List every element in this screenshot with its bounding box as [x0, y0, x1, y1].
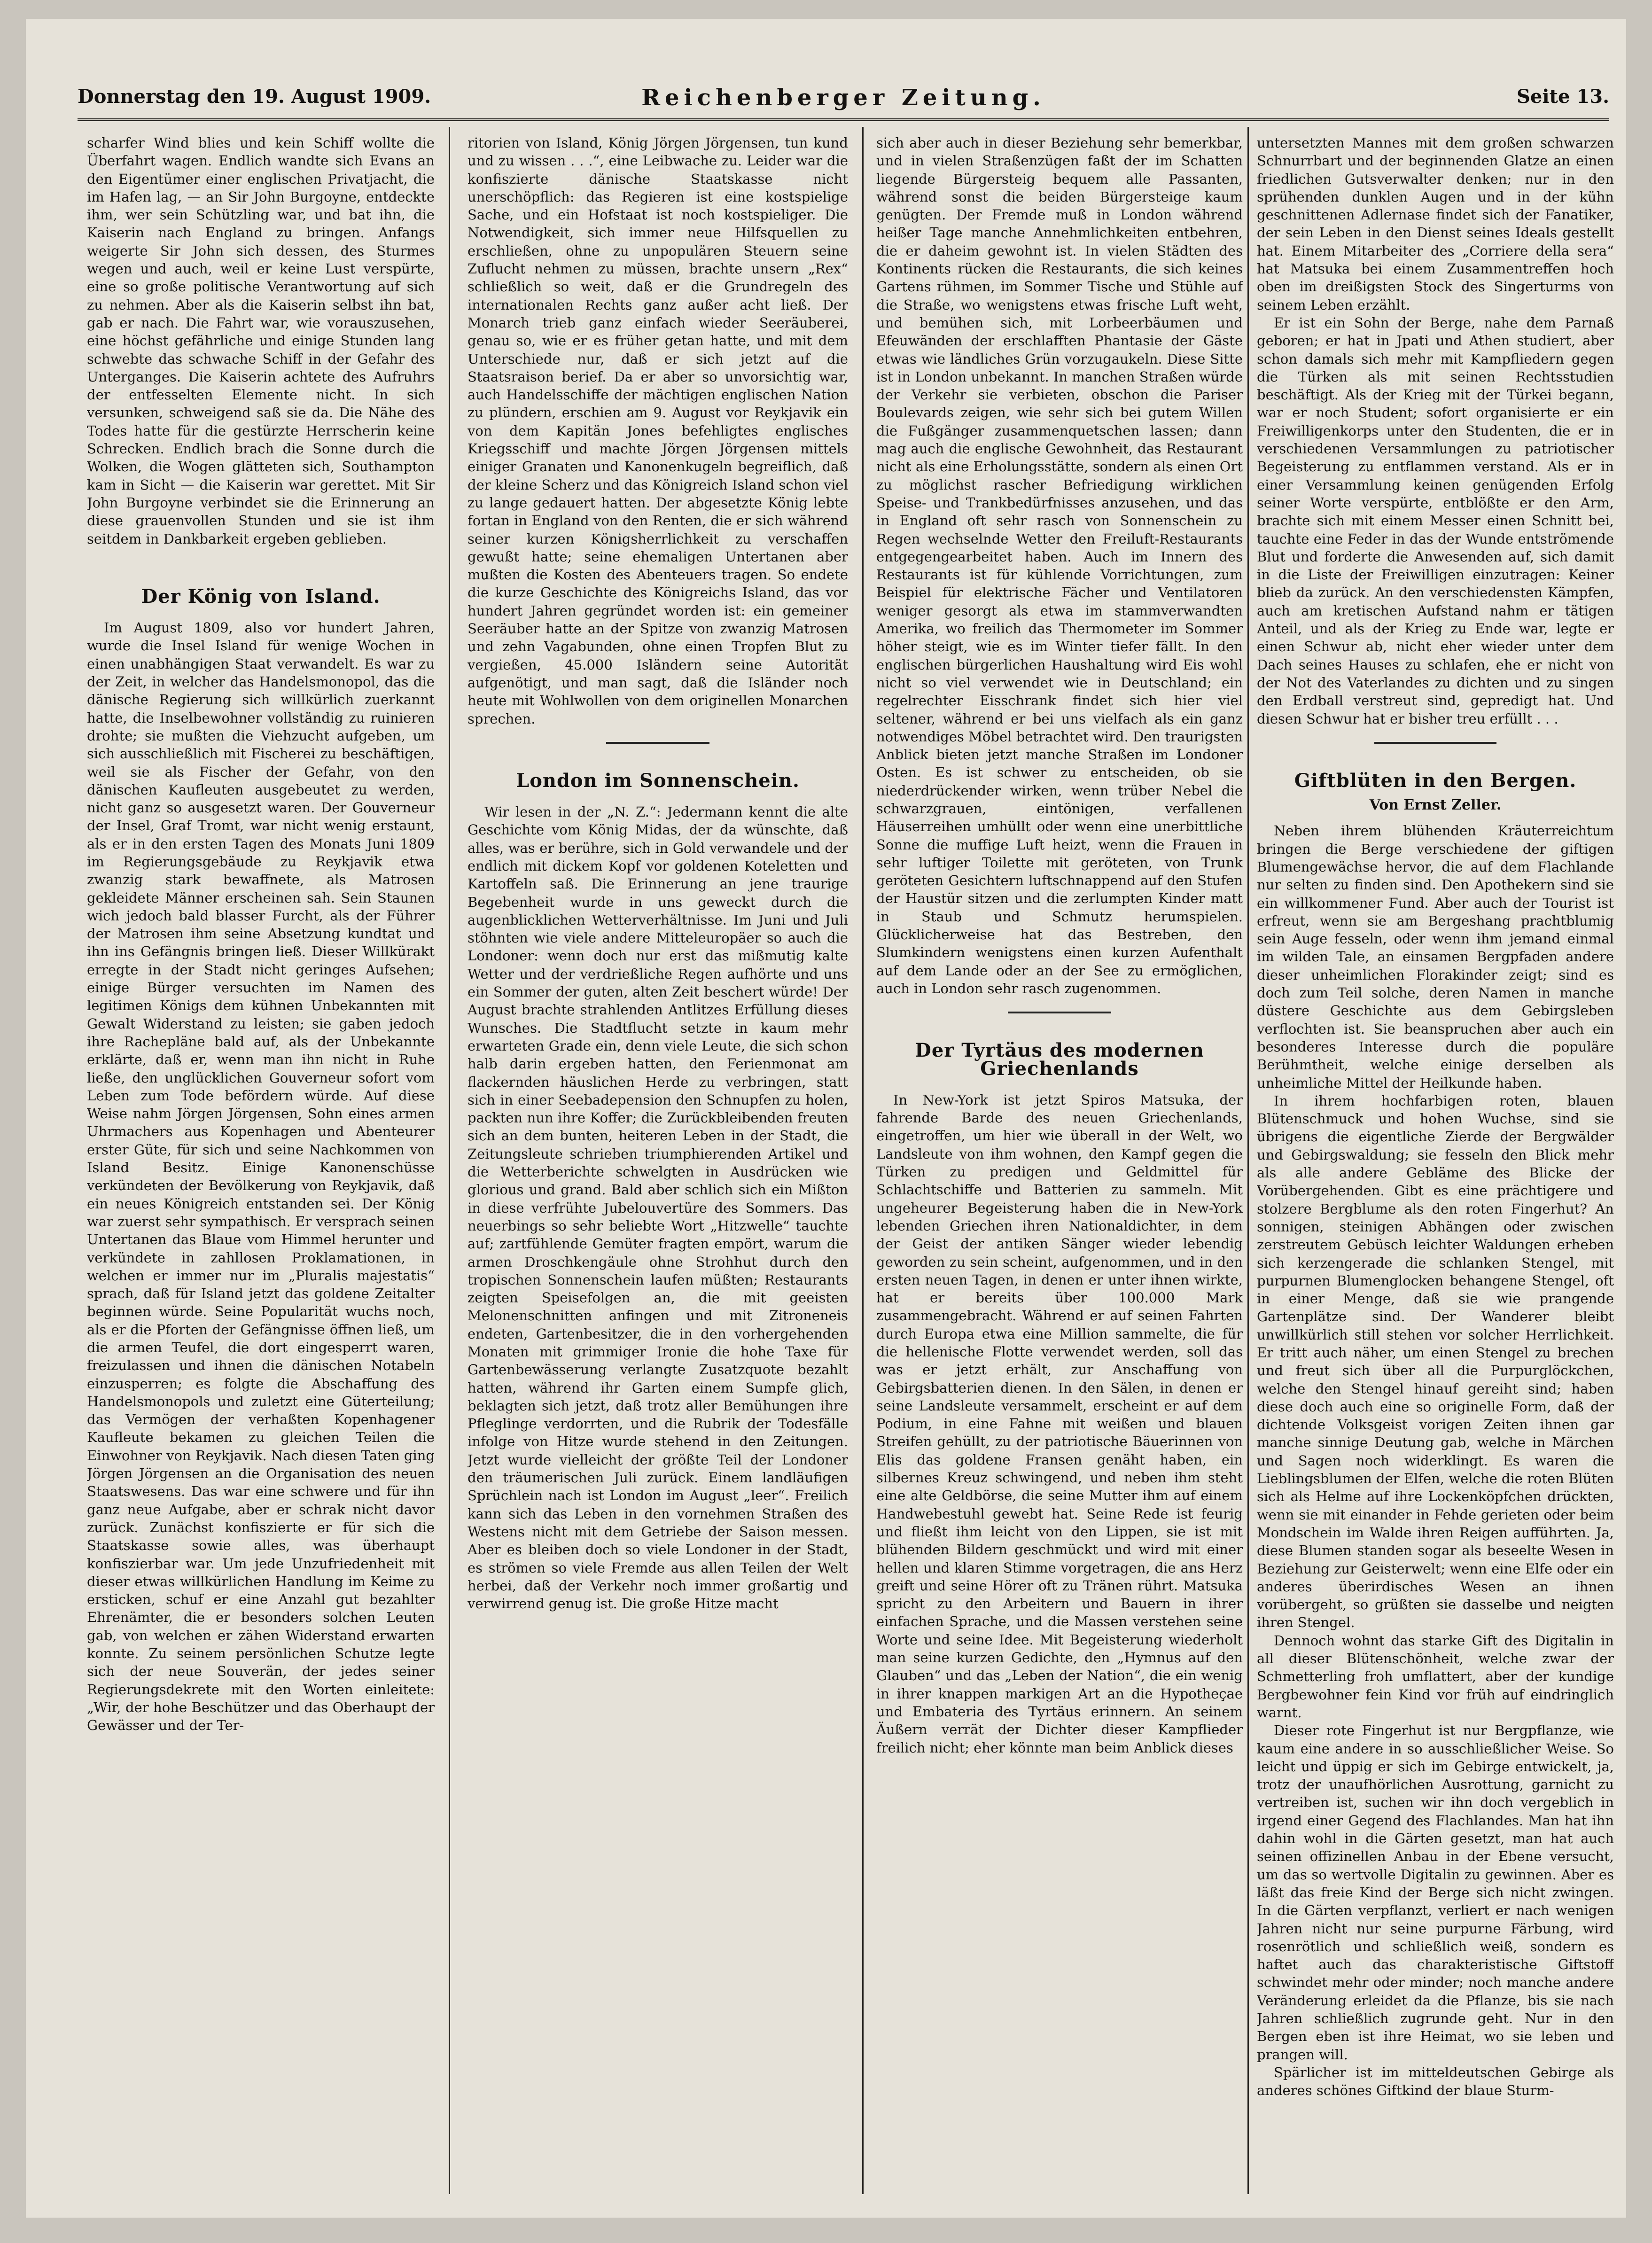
- article-text: untersetzten Mannes mit dem großen schwarzen Schnurrbart und der beginnenden Glatze an einen friedlichen Gutsverwalter denken; nur in den sprühenden dunklen Augen und in der kühn geschnittenen Adlernase findet sich der Fanatiker, der sein Leben in den Dienst seines Ideals gestellt hat. Einem Mitarbeiter des „Corriere della sera“ hat Matsuka bei einem Zusammentreffen hoch oben im dreißigsten Stock des Singerturms von seinem Leben erzählt.: [1257, 135, 1614, 313]
- section-divider: [1374, 742, 1496, 744]
- section-divider: [1008, 1012, 1111, 1013]
- masthead: Reichenberger Zeitung.: [641, 85, 1045, 111]
- headline-london: London im Sonnenschein.: [516, 769, 800, 792]
- article-text: Neben ihrem blühenden Kräuterreichtum bringen die Berge verschiedene der giftigen Blumengewächse hervor, die auf dem Flachlande nur selten zu finden sind. Den Apothekern sind sie ein willkommener Fund. Aber auch der Tourist ist erfreut, wenn sie am Bergeshang prachtblumig sein Auge fesseln, oder wenn ihm jemand einmal im wilden Tale, an einsamen Bergpfaden andere dieser unheimlichen Florakinder zeigt; sind es doch zum Teil solche, deren Namen in manche düstere Geschichte aus dem Gebirgsleben verflochten ist. Sie beanspruchen aber auch ein besonderes Interesse durch die populäre Berühmtheit, welche einige derselben als unheimliche Mittel der Heilkunde haben.: [1257, 823, 1614, 1091]
- newspaper-page: [26, 19, 1626, 2218]
- headline-island: Der König von Island.: [141, 585, 381, 607]
- section-divider: [606, 742, 709, 744]
- article-text: In New-York ist jetzt Spiros Matsuka, der fahrende Barde des neuen Griechenlands, eingetroffen, um hier wie überall in der Welt, wo Landsleute von ihm wohnen, den Kampf gegen die Türken zu predigen und Geldmittel für Schlachtschiffe und Batterien zu sammeln. Mit ungeheurer Begeisterung haben die in New-York lebenden Griechen ihren Nationaldichter, in dem der Geist der antiken Sänger wieder lebendig geworden zu sein scheint, aufgenommen, und in den ersten neuen Tagen, in denen er unter ihnen wirkte, hat er bereits über 100.000 Mark zusammengebracht. Während er auf seinen Fahrten durch Europa etwa eine Million sammelte, die für die hellenische Flotte verwendet werden, soll das was er jetzt erhält, zur Anschaffung von Gebirgsbatterien dienen. In den Sälen, in denen er seine Landsleute versammelt, erscheint er auf dem Podium, in eine Fahne mit weißen und blauen Streifen gehüllt, zu der patriotische Bäuerinnen von Elis das goldene Fransen genäht haben, ein silbernes Kreuz schwingend, und neben ihm steht eine alte Geldbörse, die seine Mutter ihm auf einem Handwebestuhl gewebt hat. Seine Rede ist feurig und fließt ihm leicht von den Lippen, sie ist mit blühenden Bildern geschmückt und wird mit einer hellen und klaren Stimme vorgetragen, die ans Herz greift und seine Hörer oft zu Tränen rührt. Matsuka spricht zu den Arbeitern und Bauern in ihrer einfachen Sprache, und die Massen verstehen seine Worte und seine Idee. Mit Begeisterung wiederholt man seine kurzen Gedichte, den „Hymnus auf den Glauben“ und das „Leben der Nation“, die ein wenig in ihrer knappen markigen Art an die Hypotheçae und Embateria des Tyrtäus erinnern. An seinem Äußern verrät der Dichter dieser Kampflieder freilich nicht; eher könnte man beim Anblick dieses: [876, 1091, 1243, 1756]
- column-1: [87, 134, 435, 2178]
- byline: Von Ernst Zeller.: [1369, 797, 1502, 814]
- article-text: sich aber auch in dieser Beziehung sehr bemerkbar, und in vielen Straßenzügen faßt der im Schatten liegende Bürgersteig bequem alle Passanten, während sonst die beiden Bürgersteige kaum genügten. Der Fremde muß in London während heißer Tage manche Annehmlichkeiten entbehren, die er daheim gewohnt ist. In vielen Städten des Kontinents rücken die Restaurants, die sich keines Gartens rühmen, im Sommer Tische und Stühle auf die Straße, wo wenigstens etwas frische Luft weht, und bemühen sich, mit Lorbeerbäumen und Efeuwänden der erschlafften Phantasie der Gäste etwas wie ländliches Grün vorzugaukeln. Diese Sitte ist in London unbekannt. In manchen Straßen würde der Verkehr sie verbieten, obschon die Pariser Boulevards zeigen, wie sehr sich bei gutem Willen die Fußgänger zusammenquetschen lassen; dann mag auch die englische Gewohnheit, das Restaurant nicht als eine Erholungsstätte, sondern als einen Ort zu möglichst rascher Befriedigung wirklichen Speise- und Trankbedürfnisses anzusehen, und das in England oft sehr rasch von Sonnenschein zu Regen wechselnde Wetter den Freiluft-Restaurants entgegengearbeitet haben. Auch im Innern des Restaurants ist für kühlende Vorrichtungen, zum Beispiel für elektrische Fächer und Ventilatoren weniger gesorgt als etwa im stammverwandten Amerika, wo freilich das Thermometer im Sommer höher steigt, wie es im Winter tiefer fällt. In den englischen bürgerlichen Haushaltung wird Eis wohl nicht so viel verwendet wie in Deutschland; ein regelrechter Eisschrank findet sich hier viel seltener, während er bei uns vielfach als ein ganz notwendiges Möbel betrachtet wird. Den traurigsten Anblick bieten jetzt manche Straßen im Londoner Osten. Es ist schwer zu entscheiden, ob sie niederdrückender wirken, wenn trüber Nebel die schwarzgrauen, eintönigen, verfallenen Häuserreihen umhüllt oder wenn eine unerbittliche Sonne die muffige Luft heizt, wenn die Frauen in sehr luftiger Toilette mit geröteten, von Trunk geröteten Gesichtern luftschnappend auf den Stufen der Haustür sitzen und die zerlumpten Kinder matt in Staub und Schmutz herumspielen. Glücklicherweise hat das Bestreben, den Slumkindern wenigstens einen kurzen Aufenthalt auf dem Lande oder an der See zu ermöglichen, auch in London sehr rasch zugenommen.: [876, 135, 1243, 997]
- page-number: Seite 13.: [1517, 86, 1609, 108]
- headline-tyrtaeus: Der Tyrtäus des modernen Griechenlands: [915, 1039, 1204, 1080]
- article-text: Spärlicher ist im mitteldeutschen Gebirge als anderes schönes Giftkind der blaue Sturm-: [1257, 2064, 1614, 2099]
- column-rule: [1247, 127, 1249, 2194]
- article-text: Dennoch wohnt das starke Gift des Digitalin in all dieser Blütenschönheit, welche zwar der Schmetterling froh umflattert, aber der kundige Bergbewohner fein Kind vor früh auf eindringlich warnt.: [1257, 1632, 1614, 1721]
- article-text: Wir lesen in der „N. Z.“: Jedermann kennt die alte Geschichte vom König Midas, der da wünschte, daß alles, was er berühre, sich in Gold verwandele und der endlich mit dickem Kopf vor goldenen Koteletten und Kartoffeln saß. Die Erinnerung an jene traurige Begebenheit wurde in uns geweckt durch die augenblicklichen Wetterverhältnisse. Im Juni und Juli stöhnten wie viele andere Mitteleuropäer so auch die Londoner: wenn doch nur erst das mißmutig kalte Wetter und der verdrießliche Regen aufhörte und uns ein Sommer der guten, alten Zeit beschert würde! Der August brachte strahlenden Antlitzes Erfüllung dieses Wunsches. Die Stadtflucht setzte in kaum mehr erwarteten Grade ein, denn viele Leute, die sich schon halb darin ergeben hatten, den Ferienmonat am flackernden häuslichen Herde zu verbringen, statt sich in einer Seebadepension den Schnupfen zu holen, packten nun ihre Koffer; die Zurückbleibenden freuten sich an dem bunten, heiteren Leben in der Stadt, die Zeitungsleute schrieben triumphierenden Artikel und die Wetterberichte schwelgten in Ausdrücken wie glorious und grand. Bald aber schlich sich ein Mißton in diese verfrühte Jubelouvertüre des Sommers. Das neuerbings so sehr beliebte Wort „Hitzwelle“ tauchte auf; zartfühlende Gemüter fragten empört, warum die armen Droschkengäule ohne Strohhut durch den tropischen Sonnenschein laufen müßten; Restaurants zeigten Speisefolgen an, die mit geeisten Melonenschnitten anfingen und mit Zitroneneis endeten, Gartenbesitzer, die in den vorhergehenden Monaten mit grimmiger Ironie die hohe Taxe für Gartenbewässerung verlangte Zusatzquote bezahlt hatten, während ihr Garten einem Sumpfe glich, beklagten sich jetzt, daß trotz aller Bemühungen ihre Pfleglinge verdorrten, und die Rubrik der Todesfälle infolge von Hitze wurde stehend in den Zeitungen. Jetzt wurde vielleicht der größte Teil der Londoner den träumerischen Juli zurück. Einem landläufigen Sprüchlein nach ist London im August „leer“. Freilich kann sich das Leben in den vornehmen Straßen des Westens nicht mit dem Getriebe der Saison messen. Aber es bleiben doch so viele Londoner in der Stadt, es strömen so viele Fremde aus allen Teilen der Welt herbei, daß der Verkehr noch immer großartig und verwirrend genug ist. Die große Hitze macht: [468, 804, 848, 1612]
- article-text: ritorien von Island, König Jörgen Jörgensen, tun kund und zu wissen . . .“, eine Leibwache zu. Leider war die konfiszierte dänische Staatskasse nicht unerschöpflich: das Regieren ist eine kostspielige Sache, und ein Hofstaat ist noch kostspieliger. Die Notwendigkeit, sich immer neue Hilfsquellen zu erschließen, ohne zu unpopulären Steuern seine Zuflucht nehmen zu müssen, brachte unsern „Rex“ schließlich so weit, daß er die Grundregeln des internationalen Rechts ganz außer acht ließ. Der Monarch trieb ganz einfach wieder Seeräuberei, genau so, wie er es früher getan hatte, und mit dem Unterschiede nur, daß er sich jetzt auf die Staatsraison berief. Da er aber so unvorsichtig war, auch Handelsschiffe der mächtigen englischen Nation zu plündern, erschien am 9. August vor Reykjavik ein von dem Kapitän Jones befehligtes englisches Kriegsschiff und machte Jörgen Jörgensen mittels einiger Granaten und Kanonenkugeln begreiflich, daß der kleine Scherz und das Königreich Island schon viel zu lange gedauert hatten. Der abgesetzte König lebte fortan in England von den Renten, die er sich während seiner kurzen Königsherrlichkeit zu verschaffen gewußt hatte; seine ehemaligen Untertanen aber mußten die Kosten des Abenteuers tragen. So endete die kurze Geschichte des Königreichs Island, das vor hundert Jahren gegründet worden ist: ein gemeiner Seeräuber hatte an der Spitze von zwanzig Matrosen und zehn Vagabunden, ohne einen Tropfen Blut zu vergießen, 45.000 Isländern seine Autorität aufgenötigt, und man sagt, daß die Isländer noch heute mit Wohlwollen von dem originellen Monarchen sprechen.: [468, 135, 848, 727]
- issue-date: Donnerstag den 19. August 1909.: [78, 86, 431, 108]
- column-3: [876, 134, 1243, 2178]
- page-header: [78, 81, 1609, 121]
- column-2: [468, 134, 848, 2178]
- column-4: [1257, 134, 1614, 2178]
- article-text: scharfer Wind blies und kein Schiff wollte die Überfahrt wagen. Endlich wandte sich Evans an den Eigentümer einer englischen Privatjacht, die im Hafen lag, — an Sir John Burgoyne, entdeckte ihm, wer sein Schützling war, und bat ihn, die Kaiserin nach England zu bringen. Anfangs weigerte Sir John sich dessen, des Sturmes wegen und auch, weil er keine Lust verspürte, eine so große politische Verantwortung auf sich zu nehmen. Aber als die Kaiserin selbst ihn bat, gab er nach. Die Fahrt war, wie vorauszusehen, eine höchst gefährliche und einige Stunden lang schwebte das schwache Schiff in der Gefahr des Unterganges. Die Kaiserin achtete des Aufruhrs der entfesselten Elemente nicht. In sich versunken, schweigend saß sie da. Die Nähe des Todes hatte für die gestürzte Herrscherin keine Schrecken. Endlich brach die Sonne durch die Wolken, die Wogen glätteten sich, Southampton kam in Sicht — die Kaiserin war gerettet. Mit Sir John Burgoyne verbindet sie die Erinnerung an diese grauenvollen Stunden und sie ist ihm seitdem in Dankbarkeit ergeben geblieben.: [87, 135, 435, 547]
- article-text: In ihrem hochfarbigen roten, blauen Blütenschmuck und hohen Wuchse, sind sie übrigens die eigentliche Zierde der Bergwälder und Gebirgswaldung; sie fesseln den Blick mehr als alle andere Gebläme des Blicke der Vorübergehenden. Gibt es eine prächtigere und stolzere Bergblume als den roten Fingerhut? An sonnigen, steinigen Abhängen oder zwischen zerstreutem Gebüsch leichter Waldungen erheben sich kerzengerade die schlanken Stengel, mit purpurnen Blumenglocken behangene Stengel, oft in einer Menge, daß sie wie prangende Gartenplätze sind. Der Wanderer bleibt unwillkürlich still stehen vor solcher Herrlichkeit. Er tritt auch näher, um einen Stengel zu brechen und freut sich über all die Purpurglöckchen, welche den Stengel hinauf gereiht sind; haben diese doch auch eine so originelle Form, daß der dichtende Volksgeist vorigen Zeiten ihnen gar manche sinnige Deutung gab, welche in Märchen und Sagen noch widerklingt. Es waren die Lieblingsblumen der Elfen, welche die roten Blüten sich als Helme auf ihre Lockenköpfchen drückten, wenn sie mit einander in Fehde gerieten oder beim Mondschein im Walde ihren Reigen aufführten. Ja, diese Blumen standen sogar als beseelte Wesen in Beziehung zur Geisterwelt; wenn eine Elfe oder ein anderes überirdisches Wesen an ihnen vorübergeht, so grüßten sie dasselbe und neigten ihren Stengel.: [1257, 1092, 1614, 1631]
- headline-giftblueten: Giftblüten in den Bergen.: [1294, 769, 1577, 792]
- column-rule: [449, 127, 450, 2194]
- column-rule: [862, 127, 864, 2194]
- article-text: Im August 1809, also vor hundert Jahren, wurde die Insel Island für wenige Wochen in einen unabhängigen Staat verwandelt. Es war zu der Zeit, in welcher das Handelsmonopol, das die dänische Regierung sich willkürlich zuerkannt hatte, die Inselbewohner vollständig zu ruinieren drohte; sie mußten die Viehzucht aufgeben, um sich ausschließlich mit Fischerei zu beschäftigen, weil sie als Fischer der Gefahr, von den dänischen Kaufleuten ausgebeutet zu werden, nicht ganz so ausgesetzt waren. Der Gouverneur der Insel, Graf Tromt, war nicht wenig erstaunt, als er in den ersten Tagen des Monats Juni 1809 im Regierungsgebäude zu Reykjavik etwa zwanzig stark bewaffnete, als Matrosen gekleidete Männer erscheinen sah. Sein Staunen wich jedoch bald blasser Furcht, als der Führer der Matrosen ihm seine Absetzung kundtat und ihn ins Gefängnis bringen ließ. Dieser Willkürakt erregte in der Stadt nicht geringes Aufsehen; einige Bürger versuchten im Namen des legitimen Königs dem kühnen Unbekannten mit Gewalt Widerstand zu leisten; sie gaben jedoch ihre Rachepläne bald auf, als der Unbekannte erklärte, daß er, wenn man ihn nicht in Ruhe ließe, den unglücklichen Gouverneur sofort vom Leben zum Tode befördern würde. Auf diese Weise nahm Jörgen Jörgensen, Sohn eines armen Uhrmachers aus Kopenhagen und Abenteurer erster Güte, für sich und seine Nachkommen von Island Besitz. Einige Kanonenschüsse verkündeten der Bevölkerung von Reykjavik, daß ein neues Königreich entstanden sei. Der König war zuerst sehr sympathisch. Er versprach seinen Untertanen das Blaue vom Himmel herunter und verkündete in zahllosen Proklamationen, in welchen er immer nur im „Pluralis majestatis“ sprach, daß für Island jetzt das goldene Zeitalter beginnen würde. Seine Popularität wuchs noch, als er die Pforten der Gefängnisse öffnen ließ, um die armen Teufel, die dort eingesperrt waren, freizulassen und ihnen die dänischen Notabeln einzusperren; es folgte die Abschaffung des Handelsmonopols und zuletzt eine Güterteilung; das Vermögen der verhaßten Kopenhagener Kaufleute bekamen zu gleichen Teilen die Einwohner von Reykjavik. Nach diesen Taten ging Jörgen Jörgensen an die Organisation des neuen Staatswesens. Das war eine schwere und für ihn ganz neue Aufgabe, aber er schrak nicht davor zurück. Zunächst konfiszierte er für sich die Staatskasse sowie alles, was überhaupt konfiszierbar war. Um jede Unzufriedenheit mit dieser etwas willkürlichen Handlung im Keime zu ersticken, schuf er eine Anzahl gut bezahlter Ehrenämter, die er besonders solchen Leuten gab, von welchen er zähen Widerstand erwarten konnte. Zu seinem persönlichen Schutze legte sich der neue Souverän, der jedes seiner Regierungsdekrete mit den Worten einleitete: „Wir, der hohe Beschützer und das Oberhaupt der Gewässer und der Ter-: [87, 620, 435, 1734]
- article-text: Dieser rote Fingerhut ist nur Bergpflanze, wie kaum eine andere in so ausschließlicher Weise. So leicht und üppig er sich im Gebirge entwickelt, ja, trotz der unaufhörlichen Ausrottung, garnicht zu vertreiben ist, suchen wir ihn doch vergeblich in irgend einer Gegend des Flachlandes. Man hat ihn dahin wohl in die Gärten gesetzt, man hat auch seinen offizinellen Anbau in der Ebene versucht, um das so wertvolle Digitalin zu gewinnen. Aber es läßt das freie Kind der Berge sich nicht zwingen. In die Gärten verpflanzt, verliert er nach wenigen Jahren nicht nur seine purpurne Färbung, wird rosenrötlich und schließlich weiß, sondern es haftet auch das charakteristische Giftstoff schwindet mehr oder minder; noch manche andere Veränderung erleidet da die Pflanze, bis sie nach Jahren schließlich zugrunde geht. Nur in den Bergen eben ist ihre Heimat, wo sie leben und prangen will.: [1257, 1722, 1614, 2063]
- article-text: Er ist ein Sohn der Berge, nahe dem Parnaß geboren; er hat in Jpati und Athen studiert, aber schon damals sich mehr mit Kampfliedern gegen die Türken als mit seinen Rechtsstudien beschäftigt. Als der Krieg mit der Türkei begann, war er noch Student; sofort organisierte er ein Freiwilligenkorps unter den Studenten, die er in verschiedenen Versammlungen zu patriotischer Begeisterung zu entflammen verstand. Als er in einer Versammlung keinen genügenden Erfolg seiner Worte verspürte, entblößte er den Arm, brachte sich mit einem Messer einen Schnitt bei, tauchte eine Feder in das der Wunde entströmende Blut und forderte die Anwesenden auf, sich damit in die Liste der Freiwilligen einzutragen: Keiner blieb da zurück. An den verschiedensten Kämpfen, auch am kretischen Aufstand nahm er tätigen Anteil, und als der Krieg zu Ende war, legte er einen Schwur ab, nicht eher wieder unter dem Dach seines Hauses zu schlafen, ehe er nicht von der Not des Vaterlandes zu dichten und zu singen den Erdball verstreut sind, gepredigt hat. Und diesen Schwur hat er bisher treu erfüllt . . .: [1257, 314, 1614, 727]
